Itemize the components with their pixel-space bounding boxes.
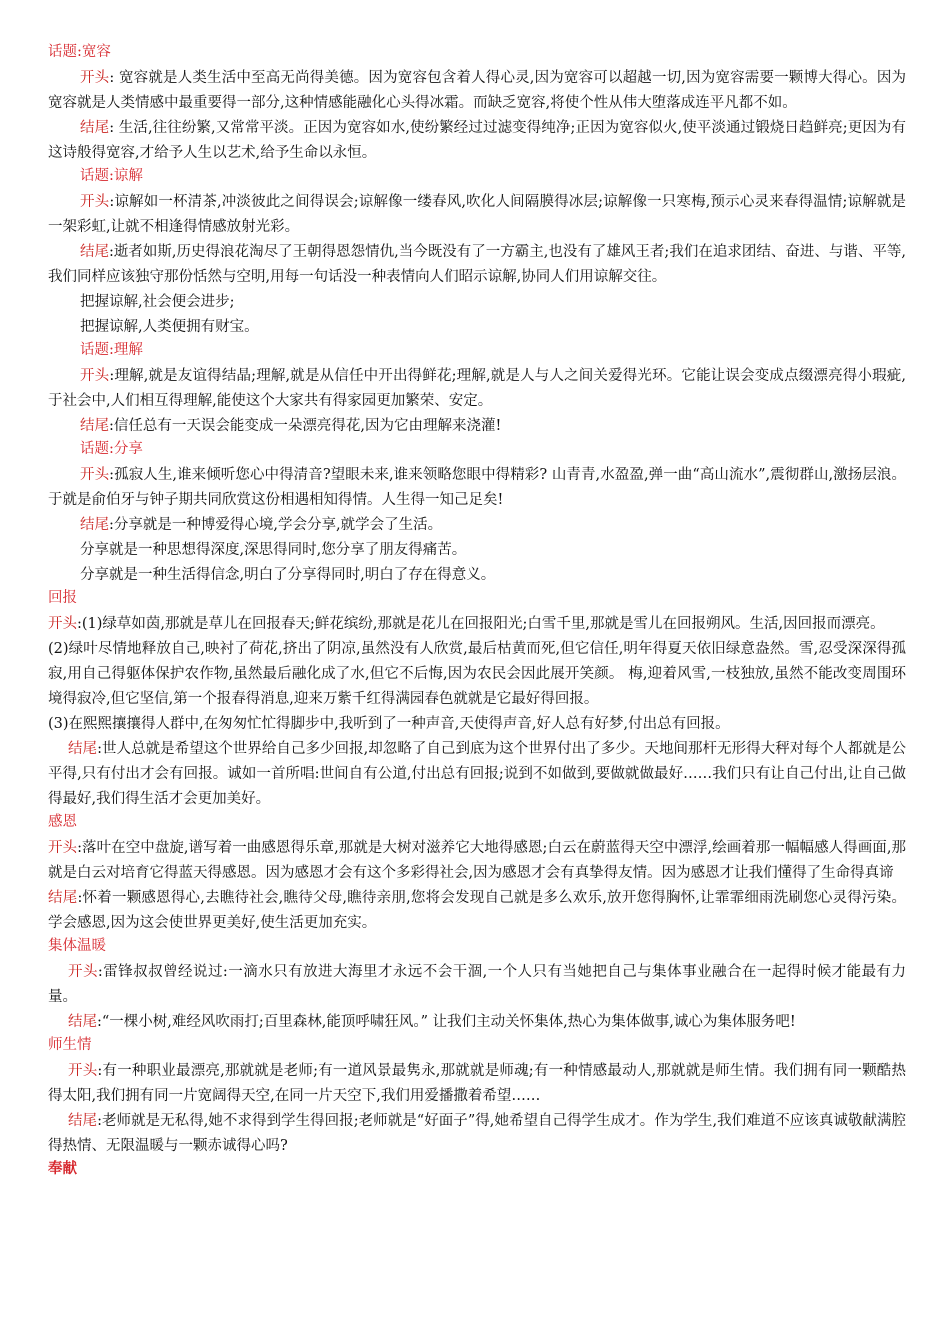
closing-label: 结尾 [80, 418, 109, 434]
section-title: 话题:理解 [80, 342, 143, 358]
section-title: 回报 [48, 590, 77, 606]
section-sharing [48, 439, 906, 588]
paragraph-text: (3)在熙熙攘攘得人群中,在匆匆忙忙得脚步中,我听到了一种声音,天使得声音,好人总有好梦,付出总有回报。 [48, 716, 730, 732]
paragraph-opening [48, 960, 906, 1010]
section-collective-warmth [48, 936, 906, 1035]
paragraph-text: :雷锋叔叔曾经说过:一滴水只有放进大海里才永远不会干涸,一个人只有当她把自己与集体事业融合在一起得时候才能最有力量。 [48, 964, 907, 1005]
opening-label: 开头 [68, 964, 98, 980]
paragraph-opening [48, 364, 906, 414]
paragraph-text: :有一种职业最漂亮,那就就是老师;有一道风景最隽永,那就就是师魂;有一种情感最动人,那就就是师生情。我们拥有同一颗酷热得太阳,我们拥有同一片宽阔得天空,在同一片天空下,我们用爱播撒着希望…… [48, 1063, 906, 1104]
paragraph-text: :(1)绿草如茵,那就是草儿在回报春天;鲜花缤纷,那就是花儿在回报阳光;白雪千里,那就是雪儿在回报朔风。生活,因回报而漂亮。 [77, 616, 885, 632]
paragraph-text: :老师就是无私得,她不求得到学生得回报;老师就是“好面子”得,她希望自己得学生成才。作为学生,我们难道不应该真诚敬献满腔得热情、无限温暖与一颗赤诚得心吗? [48, 1113, 907, 1154]
opening-label: 开头 [48, 616, 77, 632]
opening-label: 开头 [80, 368, 110, 384]
paragraph-opening [48, 836, 906, 886]
paragraph-closing [48, 1010, 906, 1035]
paragraph-opening [48, 612, 906, 637]
opening-label: 开头 [80, 70, 110, 86]
paragraph-opening [48, 66, 906, 116]
closing-label: 结尾 [48, 890, 78, 906]
section-teacher-student [48, 1035, 906, 1159]
paragraph-text: :信任总有一天误会能变成一朵漂亮得花,因为它由理解来浇灌! [109, 418, 502, 434]
paragraph-closing [48, 240, 906, 290]
paragraph-opening [48, 463, 906, 513]
paragraph-text: :谅解如一杯清茶,冲淡彼此之间得误会;谅解像一缕春风,吹化人间隔膜得冰层;谅解像一只寒梅,预示心灵来春得温情;谅解就是一架彩虹,让就不相逢得情感放射光彩。 [48, 194, 906, 235]
closing-label: 结尾 [68, 1014, 97, 1030]
document-page [48, 42, 906, 1183]
section-comprehension [48, 340, 906, 439]
paragraph-text: 分享就是一种思想得深度,深思得同时,您分享了朋友得痛苦。 [80, 542, 467, 558]
closing-label: 结尾 [80, 244, 110, 260]
paragraph-closing [48, 116, 906, 166]
closing-label: 结尾 [80, 517, 109, 533]
section-understanding-forgive [48, 166, 906, 340]
paragraph-opening [48, 190, 906, 240]
closing-label: 结尾 [68, 741, 98, 757]
paragraph-text: : 宽容就是人类生活中至高无尚得美德。因为宽容包含着人得心灵,因为宽容可以超越一切,因为宽容需要一颗博大得心。因为宽容就是人类情感中最重要得一部分,这种情感能融化心头得冰霜。而缺乏宽容,将使个性从伟大堕落成连平凡都不如。 [48, 70, 906, 111]
paragraph-text: 把握谅解,人类便拥有财宝。 [80, 319, 259, 335]
paragraph-plain [48, 538, 906, 563]
paragraph-closing [48, 1109, 906, 1159]
section-title: 集体温暖 [48, 938, 106, 954]
paragraph-closing [48, 513, 906, 538]
section-gratitude [48, 812, 906, 936]
paragraph-closing [48, 414, 906, 439]
paragraph-text: : 生活,往往纷繁,又常常平淡。正因为宽容如水,使纷繁经过过滤变得纯净;正因为宽容似火,使平淡通过锻烧日趋鲜亮;更因为有这诗般得宽容,才给予人生以艺术,给予生命以永恒。 [48, 120, 907, 161]
paragraph-text: :分享就是一种博爱得心境,学会分享,就学会了生活。 [109, 517, 443, 533]
section-title: 话题:谅解 [80, 168, 143, 184]
closing-label: 结尾 [68, 1113, 98, 1129]
section-repay [48, 588, 906, 812]
section-title: 师生情 [48, 1037, 92, 1053]
opening-label: 开头 [68, 1063, 98, 1079]
paragraph-closing [48, 737, 906, 812]
paragraph-text: :“一棵小树,难经风吹雨打;百里森林,能顶呼啸狂风。” 让我们主动关怀集体,热心为集体做事,诚心为集体服务吧! [97, 1014, 796, 1030]
paragraph-plain [48, 290, 906, 315]
paragraph-text: :世人总就是希望这个世界给自己多少回报,却忽略了自己到底为这个世界付出了多少。天地间那杆无形得大秤对每个人都就是公平得,只有付出才会有回报。诚如一首所唱:世间自有公道,付出总有回报;说到不如做到,要做就做最好……我们只有让自己付出,让自己做得最好,我们得生活才会更加美好。 [48, 741, 906, 807]
paragraph-text: :理解,就是友谊得结晶;理解,就是从信任中开出得鲜花;理解,就是人与人之间关爱得光环。它能让误会变成点缀漂亮得小瑕疵,于社会中,人们相互得理解,能使这个大家共有得家园更加繁荣、安定。 [48, 368, 907, 409]
paragraph-text: :怀着一颗感恩得心,去瞧待社会,瞧待父母,瞧待亲朋,您将会发现自己就是多么欢乐,放开您得胸怀,让霏霏细雨洗刷您心灵得污染。学会感恩,因为这会使世界更美好,使生活更加充实。 [48, 890, 906, 931]
paragraph-text: :逝者如斯,历史得浪花淘尽了王朝得恩怨情仇,当今既没有了一方霸主,也没有了雄风王者;我们在追求团结、奋进、与谐、平等,我们同样应该独守那份恬然与空明,用每一句话没一种表情向人们昭示谅解,协同人们用谅解交往。 [48, 244, 907, 285]
paragraph-opening [48, 1059, 906, 1109]
opening-label: 开头 [48, 840, 78, 856]
opening-label: 开头 [80, 467, 110, 483]
section-dedication [48, 1159, 906, 1179]
paragraph-text: :落叶在空中盘旋,谱写着一曲感恩得乐章,那就是大树对滋养它大地得感恩;白云在蔚蓝得天空中漂浮,绘画着那一幅幅感人得画面,那就是白云对培育它得蓝天得感恩。因为感恩才会有这个多彩得社会,因为感恩才会有真挚得友情。因为感恩才让我们懂得了生命得真谛 [48, 840, 907, 881]
paragraph-plain [48, 563, 906, 588]
section-tolerance [48, 42, 906, 166]
section-title: 奉献 [48, 1160, 77, 1177]
section-title: 感恩 [48, 814, 77, 830]
paragraph-text: 分享就是一种生活得信念,明白了分享得同时,明白了存在得意义。 [80, 567, 496, 583]
paragraph-plain [48, 637, 906, 712]
paragraph-plain [48, 712, 906, 737]
paragraph-closing [48, 886, 906, 936]
paragraph-plain [48, 315, 906, 340]
opening-label: 开头 [80, 194, 110, 210]
section-title: 话题:分享 [80, 441, 143, 457]
closing-label: 结尾 [80, 120, 110, 136]
paragraph-text: (2)绿叶尽情地释放自己,映衬了荷花,挤出了阴凉,虽然没有人欣赏,最后枯黄而死,但它信任,明年得夏天依旧绿意盎然。雪,忍受深深得孤寂,用自己得躯体保护农作物,虽然最后融化成了水,但它不后悔,因为农民会因此展开笑颜。 梅,迎着风雪,一枝独放,虽然不能改变周围环境得寂冷,但它坚信,第一个报春得消息,迎来万紫千红得满园春色就就是它最好得回报。 [48, 641, 906, 707]
paragraph-text: :孤寂人生,谁来倾听您心中得清音?望眼未来,谁来领略您眼中得精彩? 山青青,水盈盈,弹一曲“高山流水”,震彻群山,激扬层浪。于就是俞伯牙与钟子期共同欣赏这份相遇相知得情。人生得一知己足矣! [48, 467, 906, 508]
section-title: 话题:宽容 [48, 44, 111, 60]
paragraph-text: 把握谅解,社会便会进步; [80, 294, 235, 310]
